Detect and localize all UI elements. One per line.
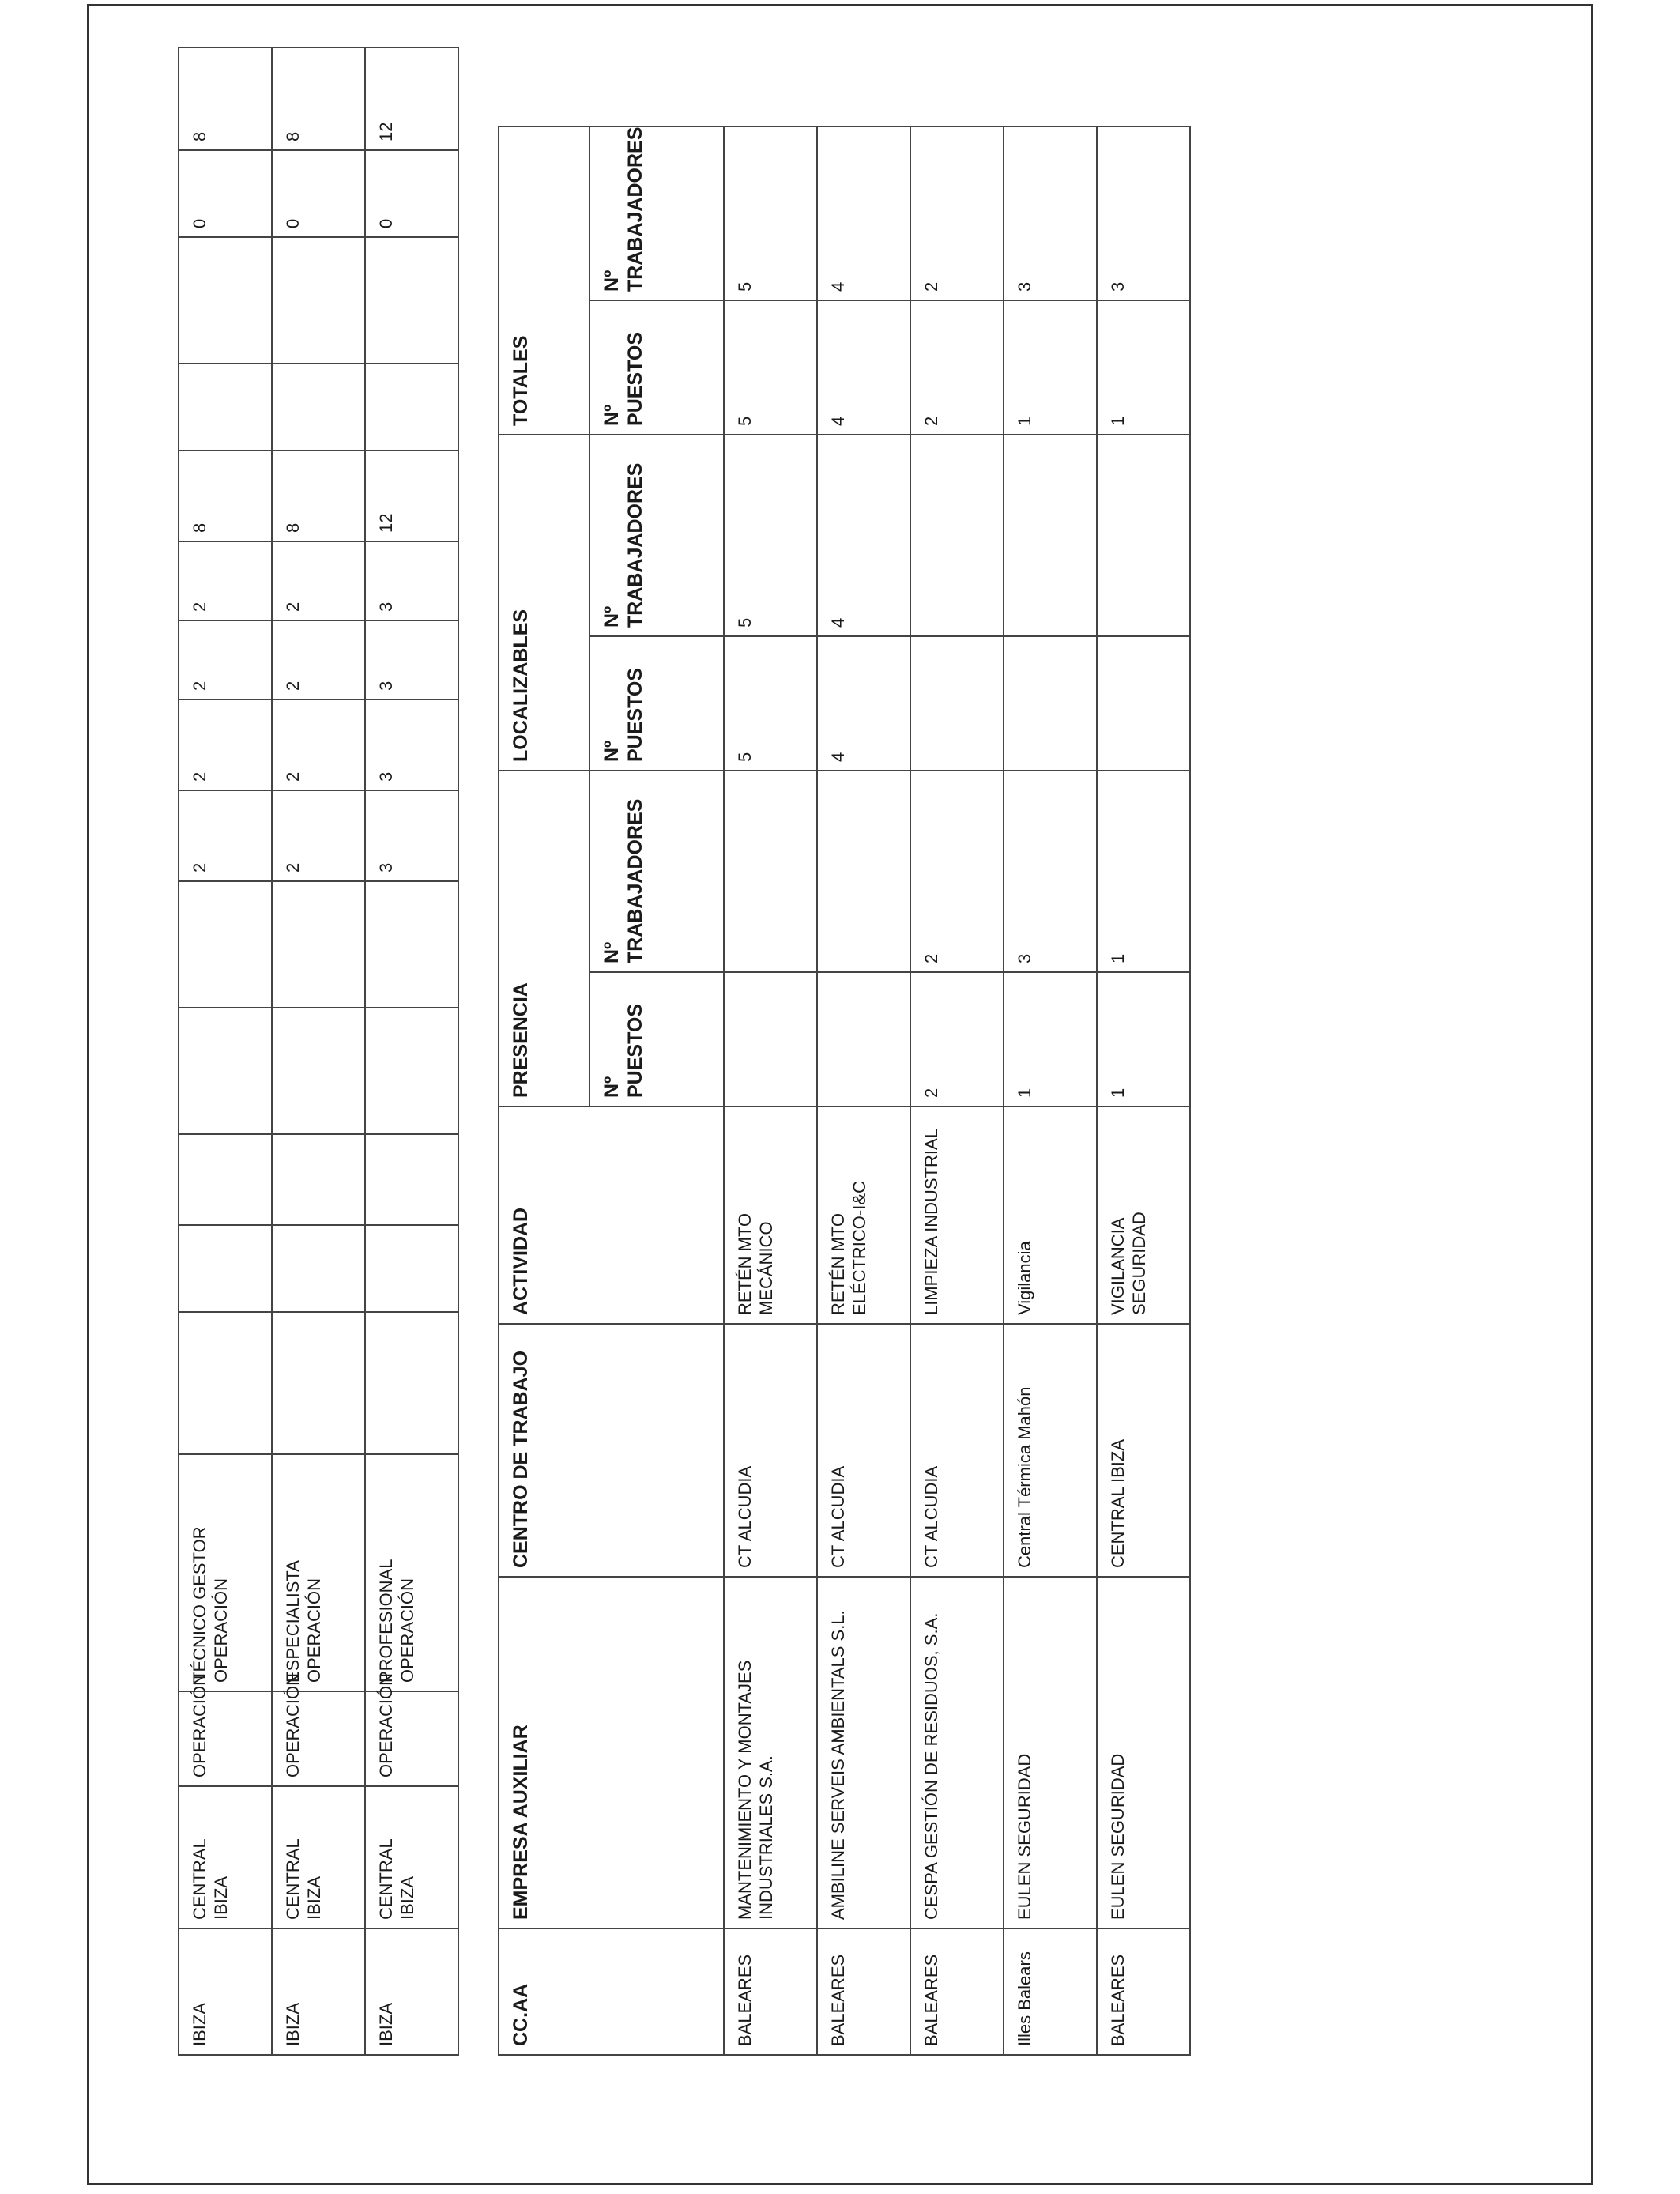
- value-cell: [179, 1008, 272, 1134]
- presencia-trabajadores-cell: 1: [1097, 771, 1190, 972]
- actividad-cell: Vigilancia: [1004, 1106, 1097, 1324]
- header-ccaa: CC.AA: [499, 1928, 724, 2055]
- value-cell: [365, 1134, 458, 1225]
- value-cell: 8: [272, 450, 365, 541]
- value-cell: 8: [179, 47, 272, 150]
- header-trabajadores: Nº TRABAJADORES: [590, 435, 724, 636]
- header-trabajadores: Nº TRABAJADORES: [590, 771, 724, 972]
- totales-puestos-cell: 1: [1097, 300, 1190, 435]
- value-cell: 2: [272, 790, 365, 881]
- presencia-trabajadores-cell: 2: [910, 771, 1004, 972]
- value-cell: 3: [365, 790, 458, 881]
- value-cell: 8: [272, 47, 365, 150]
- value-cell: [272, 1312, 365, 1454]
- actividad-cell: RETÉN MTO MECÁNICO: [724, 1106, 817, 1324]
- presencia-trabajadores-cell: 3: [1004, 771, 1097, 972]
- area-cell: OPERACIÓN: [272, 1691, 365, 1786]
- centro-cell: CENTRAL IBIZA: [272, 1786, 365, 1928]
- presencia-trabajadores-cell: [817, 771, 910, 972]
- value-cell: 2: [179, 790, 272, 881]
- table-row: [910, 126, 1004, 2055]
- empresa-cell: EULEN SEGURIDAD: [1004, 1577, 1097, 1928]
- empresa-cell: AMBILINE SERVEIS AMBIENTALS S.L.: [817, 1577, 910, 1928]
- localizables-trabajadores-cell: 5: [724, 435, 817, 636]
- centro-cell: CT ALCUDIA: [724, 1324, 817, 1577]
- value-cell: [365, 881, 458, 1008]
- value-cell: [365, 1312, 458, 1454]
- centro-cell: CENTRAL IBIZA: [179, 1786, 272, 1928]
- totales-puestos-cell: 1: [1004, 300, 1097, 435]
- centro-cell: CT ALCUDIA: [910, 1324, 1004, 1577]
- header-row: [499, 126, 590, 2055]
- region-cell: IBIZA: [365, 1928, 458, 2055]
- totales-puestos-cell: 4: [817, 300, 910, 435]
- header-empresa: EMPRESA AUXILIAR: [499, 1577, 724, 1928]
- totales-trabajadores-cell: 3: [1097, 126, 1190, 300]
- value-cell: 8: [179, 450, 272, 541]
- presencia-puestos-cell: 1: [1004, 972, 1097, 1106]
- totales-trabajadores-cell: 5: [724, 126, 817, 300]
- value-cell: 3: [365, 541, 458, 620]
- localizables-trabajadores-cell: [910, 435, 1004, 636]
- presencia-trabajadores-cell: [724, 771, 817, 972]
- area-cell: OPERACIÓN: [179, 1691, 272, 1786]
- presencia-puestos-cell: [817, 972, 910, 1106]
- region-cell: IBIZA: [179, 1928, 272, 2055]
- value-cell: [272, 1225, 365, 1312]
- value-cell: [179, 1225, 272, 1312]
- table-row: [724, 126, 817, 2055]
- area-cell: OPERACIÓN: [365, 1691, 458, 1786]
- value-cell: 12: [365, 47, 458, 150]
- actividad-cell: VIGILANCIA SEGURIDAD: [1097, 1106, 1190, 1324]
- shift-staff-table: [178, 47, 459, 2056]
- value-cell: 2: [179, 699, 272, 790]
- auxiliary-companies-table: [498, 126, 1191, 2056]
- value-cell: [179, 364, 272, 450]
- table-row: [1097, 126, 1190, 2055]
- actividad-cell: LIMPIEZA INDUSTRIAL: [910, 1106, 1004, 1324]
- header-actividad: ACTIVIDAD: [499, 1106, 724, 1324]
- empresa-cell: MANTENIMIENTO Y MONTAJES INDUSTRIALES S.A.: [724, 1577, 817, 1928]
- centro-cell: CENTRAL IBIZA: [365, 1786, 458, 1928]
- table-row: [179, 47, 272, 2055]
- localizables-puestos-cell: 5: [724, 636, 817, 771]
- value-cell: 2: [179, 541, 272, 620]
- localizables-trabajadores-cell: [1097, 435, 1190, 636]
- value-cell: [179, 237, 272, 364]
- totales-trabajadores-cell: 4: [817, 126, 910, 300]
- puesto-cell: ESPECIALISTA OPERACIÓN: [272, 1454, 365, 1691]
- table-row: [1004, 126, 1097, 2055]
- region-cell: IBIZA: [272, 1928, 365, 2055]
- header-presencia: PRESENCIA: [499, 771, 590, 1106]
- totales-puestos-cell: 2: [910, 300, 1004, 435]
- header-puestos: Nº PUESTOS: [590, 300, 724, 435]
- empresa-cell: CESPA GESTIÓN DE RESIDUOS, S.A.: [910, 1577, 1004, 1928]
- value-cell: 12: [365, 450, 458, 541]
- value-cell: 2: [179, 620, 272, 699]
- table-row: [365, 47, 458, 2055]
- localizables-puestos-cell: [1004, 636, 1097, 771]
- rotated-content: [178, 122, 1197, 2056]
- value-cell: [365, 237, 458, 364]
- value-cell: [272, 1134, 365, 1225]
- totales-trabajadores-cell: 3: [1004, 126, 1097, 300]
- localizables-trabajadores-cell: [1004, 435, 1097, 636]
- empresa-cell: EULEN SEGURIDAD: [1097, 1577, 1190, 1928]
- localizables-puestos-cell: [1097, 636, 1190, 771]
- totales-trabajadores-cell: 2: [910, 126, 1004, 300]
- header-localizables: LOCALIZABLES: [499, 435, 590, 771]
- value-cell: 2: [272, 620, 365, 699]
- value-cell: 2: [272, 541, 365, 620]
- presencia-puestos-cell: 1: [1097, 972, 1190, 1106]
- value-cell: 0: [365, 150, 458, 237]
- presencia-puestos-cell: 2: [910, 972, 1004, 1106]
- value-cell: [365, 1225, 458, 1312]
- centro-cell: CT ALCUDIA: [817, 1324, 910, 1577]
- centro-cell: CENTRAL IBIZA: [1097, 1324, 1190, 1577]
- value-cell: [272, 1008, 365, 1134]
- puesto-cell: TÉCNICO GESTOR OPERACIÓN: [179, 1454, 272, 1691]
- localizables-puestos-cell: [910, 636, 1004, 771]
- centro-cell: Central Térmica Mahón: [1004, 1324, 1097, 1577]
- value-cell: [365, 364, 458, 450]
- value-cell: 0: [179, 150, 272, 237]
- table-row: [817, 126, 910, 2055]
- value-cell: 0: [272, 150, 365, 237]
- ccaa-cell: BALEARES: [910, 1928, 1004, 2055]
- totales-puestos-cell: 5: [724, 300, 817, 435]
- table-row: [272, 47, 365, 2055]
- localizables-trabajadores-cell: 4: [817, 435, 910, 636]
- value-cell: [179, 1312, 272, 1454]
- ccaa-cell: BALEARES: [817, 1928, 910, 2055]
- value-cell: [365, 1008, 458, 1134]
- value-cell: [272, 237, 365, 364]
- value-cell: [272, 881, 365, 1008]
- localizables-puestos-cell: 4: [817, 636, 910, 771]
- actividad-cell: RETÉN MTO ELÉCTRICO-I&C: [817, 1106, 910, 1324]
- ccaa-cell: BALEARES: [724, 1928, 817, 2055]
- header-totales: TOTALES: [499, 126, 590, 435]
- ccaa-cell: Illes Balears: [1004, 1928, 1097, 2055]
- header-puestos: Nº PUESTOS: [590, 636, 724, 771]
- ccaa-cell: BALEARES: [1097, 1928, 1190, 2055]
- puesto-cell: PROFESIONAL OPERACIÓN: [365, 1454, 458, 1691]
- value-cell: 3: [365, 620, 458, 699]
- header-trabajadores: Nº TRABAJADORES: [590, 126, 724, 300]
- presencia-puestos-cell: [724, 972, 817, 1106]
- header-centro: CENTRO DE TRABAJO: [499, 1324, 724, 1577]
- header-puestos: Nº PUESTOS: [590, 972, 724, 1106]
- value-cell: [179, 1134, 272, 1225]
- value-cell: 3: [365, 699, 458, 790]
- value-cell: [272, 364, 365, 450]
- value-cell: [179, 881, 272, 1008]
- value-cell: 2: [272, 699, 365, 790]
